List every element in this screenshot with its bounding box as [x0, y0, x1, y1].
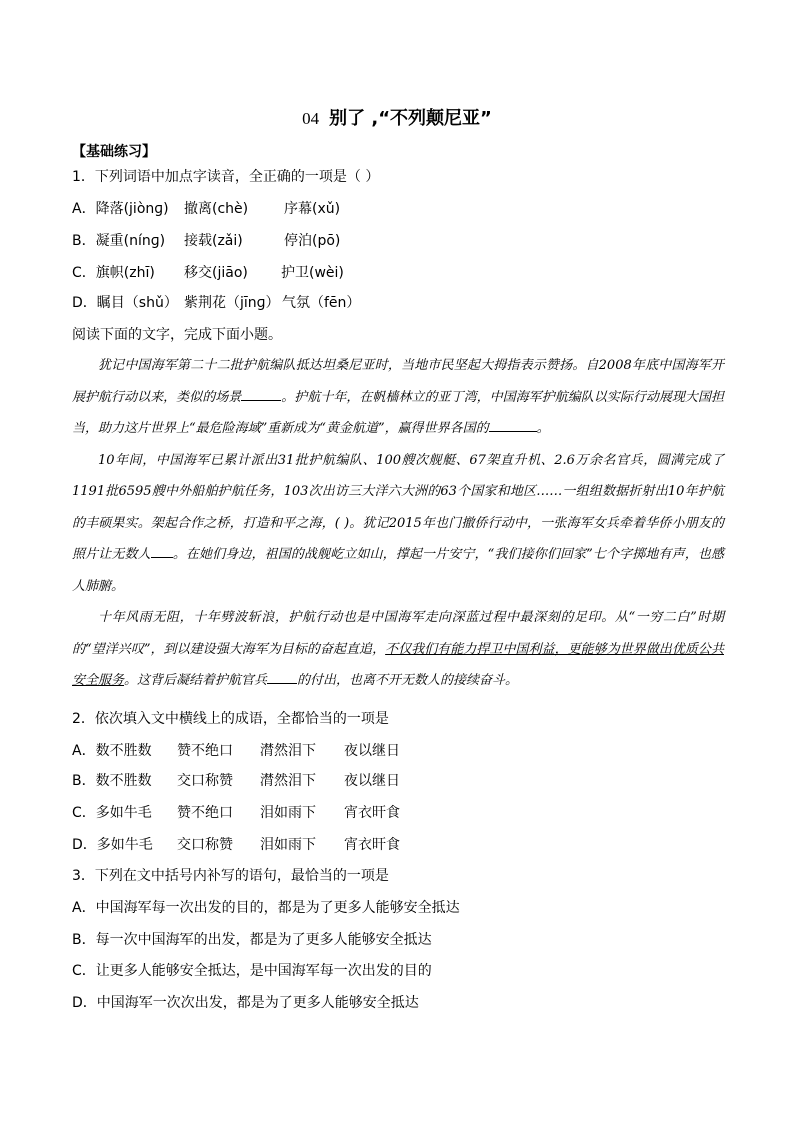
q2-c-2: 赞不绝口	[177, 805, 233, 821]
q1-option-b-2: 接载(zǎi)	[184, 233, 243, 249]
passage-paragraph-2: 10年间，中国海军已累计派出31批护航编队、100艘次舰艇、67架直升机、2.6万余名官兵，圆满完成了1191批6595艘中外船舶护航任务，103次出访三大洋六大洲的63个国家和地区……一组组数据折射出10年护航的丰硕果实。架起合作之桥，打造和平之海，( )。犹记2015年也门撤侨行动中，一张海军女兵牵着华侨小朋友的照片让无数人 。在她们身边，祖国的战舰屹立如山，撑起一片安宁，“我们接你们回家”七个字掷地有声，也感人肺腑。	[72, 452, 724, 594]
passage-paragraph-3: 十年风雨无阻，十年劈波斩浪，护航行动也是中国海军走向深蓝过程中最深刻的足印。从“一穷二白”时期的“望洋兴叹”，到以建设强大海军为目标的奋起直追，不仅我们有能力捍卫中国利益，更能够为世界做出优质公共安全服务。这背后凝结着护航官兵 的付出，也离不开无数人的接续奋斗。	[72, 610, 724, 688]
q2-option-c	[72, 802, 400, 822]
q1-stem: 1．下列词语中加点字读音，全正确的一项是（ ）	[72, 169, 380, 185]
q2-a-1: A．数不胜数	[72, 743, 152, 759]
underlined-sentence: 不仅我们有能力捍卫中国利益，更能够为世界做出优质公共安全服务	[72, 641, 724, 688]
q2-b-4: 夜以继日	[344, 773, 400, 789]
q1-option-c-1: C．旗帜(zhī)	[72, 265, 155, 281]
blank-3	[151, 543, 173, 558]
q1-option-b-1: B．凝重(nínɡ)	[72, 233, 166, 249]
q3-stem: 3．下列在文中括号内补写的语句，最恰当的一项是	[72, 868, 389, 884]
q1-option-d	[72, 292, 360, 312]
q2-c-3: 泪如雨下	[260, 805, 316, 821]
q2-d-4: 宵衣旰食	[344, 837, 400, 853]
q2-c-4: 宵衣旰食	[344, 805, 400, 821]
q2-c-1: C．多如牛毛	[72, 805, 152, 821]
q2-d-3: 泪如雨下	[260, 837, 316, 853]
q1-option-a-1: A．降落(jiònɡ)	[72, 201, 169, 217]
q1-option-d-3: 气氛（fēn）	[282, 295, 361, 311]
blank-4	[267, 669, 297, 684]
q1-option-a-3: 序幕(xǔ)	[284, 201, 341, 217]
q3-option-d: D．中国海军一次次出发，都是为了更多人能够安全抵达	[72, 995, 419, 1011]
title-text: 别了 ,“不列颠尼亚”	[329, 108, 492, 129]
q1-option-b-3: 停泊(pō)	[284, 233, 341, 249]
q2-a-3: 潸然泪下	[260, 743, 316, 759]
reading-passage	[72, 350, 724, 697]
blank-1	[241, 386, 281, 401]
q2-a-2: 赞不绝口	[177, 743, 233, 759]
q2-d-1: D．多如牛毛	[72, 837, 153, 853]
q2-b-3: 潸然泪下	[260, 773, 316, 789]
q3-option-c: C．让更多人能够安全抵达，是中国海军每一次出发的目的	[72, 963, 432, 979]
q2-option-d	[72, 834, 400, 854]
q2-b-1: B．数不胜数	[72, 773, 152, 789]
q1-option-c	[72, 262, 344, 282]
q1-option-c-3: 护卫(wèi)	[281, 265, 344, 281]
q3-option-b: B．每一次中国海军的出发，都是为了更多人能够安全抵达	[72, 932, 432, 948]
q2-a-4: 夜以继日	[344, 743, 400, 759]
title-number: 04	[302, 109, 320, 128]
q3-option-a: A．中国海军每一次出发的目的，都是为了更多人能够安全抵达	[72, 900, 460, 916]
section-heading: 【基础练习】	[72, 144, 156, 160]
q2-option-b	[72, 770, 400, 790]
q2-option-a	[72, 740, 400, 760]
page-title	[0, 104, 794, 130]
q1-option-d-2: 紫荆花（jīnɡ）	[184, 295, 280, 311]
q1-option-a	[72, 198, 340, 218]
q2-stem: 2．依次填入文中横线上的成语，全都恰当的一项是	[72, 711, 389, 727]
q2-d-2: 交口称赞	[177, 837, 233, 853]
q2-b-2: 交口称赞	[177, 773, 233, 789]
q1-option-d-1: D．瞩目（shǔ）	[72, 295, 178, 311]
q1-option-c-2: 移交(jiāo)	[184, 265, 248, 281]
blank-2	[489, 417, 537, 432]
reading-intro: 阅读下面的文字，完成下面小题。	[72, 327, 282, 343]
q1-option-b	[72, 230, 340, 250]
passage-paragraph-1: 犹记中国海军第二十二批护航编队抵达坦桑尼亚时，当地市民坚起大拇指表示赞扬。自2008年底中国海军开展护航行动以来，类似的场景 。护航十年，在帆樯林立的亚丁湾，中国海军护航编队以实际行动展现大国担当，助力这片世界上“最危险海域”重新成为“黄金航道”，赢得世界各国的 。	[72, 358, 724, 436]
q1-option-a-2: 撤离(chè)	[184, 201, 249, 217]
